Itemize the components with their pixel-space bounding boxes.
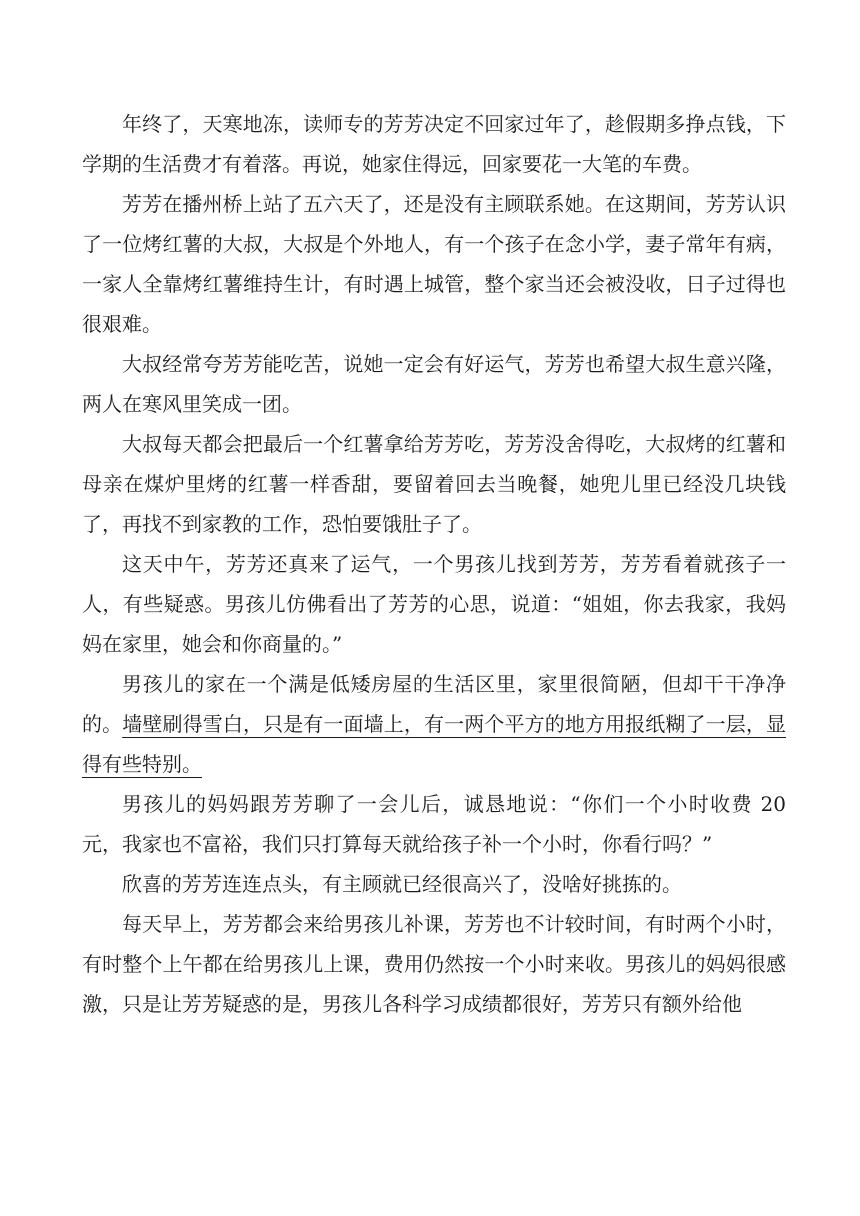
story-body	[82, 104, 786, 1024]
underlined-sentence: 墙壁刷得雪白，只是有一面墙上，有一两个平方的地方用报纸糊了一层，显得有些特别。	[82, 712, 787, 776]
paragraph-8: 欣喜的芳芳连连点头，有主顾就已经很高兴了，没啥好挑拣的。	[122, 872, 682, 896]
paragraph-3: 大叔经常夸芳芳能吃苦，说她一定会有好运气，芳芳也希望大叔生意兴隆，两人在寒风里笑成一团。	[82, 352, 786, 416]
paragraph-5: 这天中午，芳芳还真来了运气，一个男孩儿找到芳芳，芳芳看着就孩子一人，有些疑惑。男孩儿仿佛看出了芳芳的心思，说道：“姐姐，你去我家，我妈妈在家里，她会和你商量的。”	[82, 552, 786, 656]
paragraph-1: 年终了，天寒地冻，读师专的芳芳决定不回家过年了，趁假期多挣点钱，下学期的生活费才有着落。再说，她家住得远，回家要花一大笔的车费。	[82, 112, 786, 176]
paragraph-2: 芳芳在播州桥上站了五六天了，还是没有主顾联系她。在这期间，芳芳认识了一位烤红薯的大叔，大叔是个外地人，有一个孩子在念小学，妻子常年有病，一家人全靠烤红薯维持生计，有时遇上城管，整个家当还会被没收，日子过得也很艰难。	[82, 192, 786, 336]
paragraph-7: 男孩儿的妈妈跟芳芳聊了一会儿后，诚恳地说：“你们一个小时收费 20 元，我家也不富裕，我们只打算每天就给孩子补一个小时，你看行吗？”	[82, 792, 786, 856]
paragraph-6-text: 男孩儿的家在一个满是低矮房屋的生活区里，家里很简陋，但却干干净净的。	[82, 672, 786, 736]
paragraph-9: 每天早上，芳芳都会来给男孩儿补课，芳芳也不计较时间，有时两个小时，有时整个上午都在给男孩儿上课，费用仍然按一个小时来收。男孩儿的妈妈很感激，只是让芳芳疑惑的是，男孩儿各科学习成绩都很好，芳芳只有额外给他	[82, 912, 786, 1016]
paragraph-4: 大叔每天都会把最后一个红薯拿给芳芳吃，芳芳没舍得吃，大叔烤的红薯和母亲在煤炉里烤的红薯一样香甜，要留着回去当晚餐，她兜儿里已经没几块钱了，再找不到家教的工作，恐怕要饿肚子了。	[82, 432, 786, 536]
paragraph-6	[82, 664, 786, 784]
